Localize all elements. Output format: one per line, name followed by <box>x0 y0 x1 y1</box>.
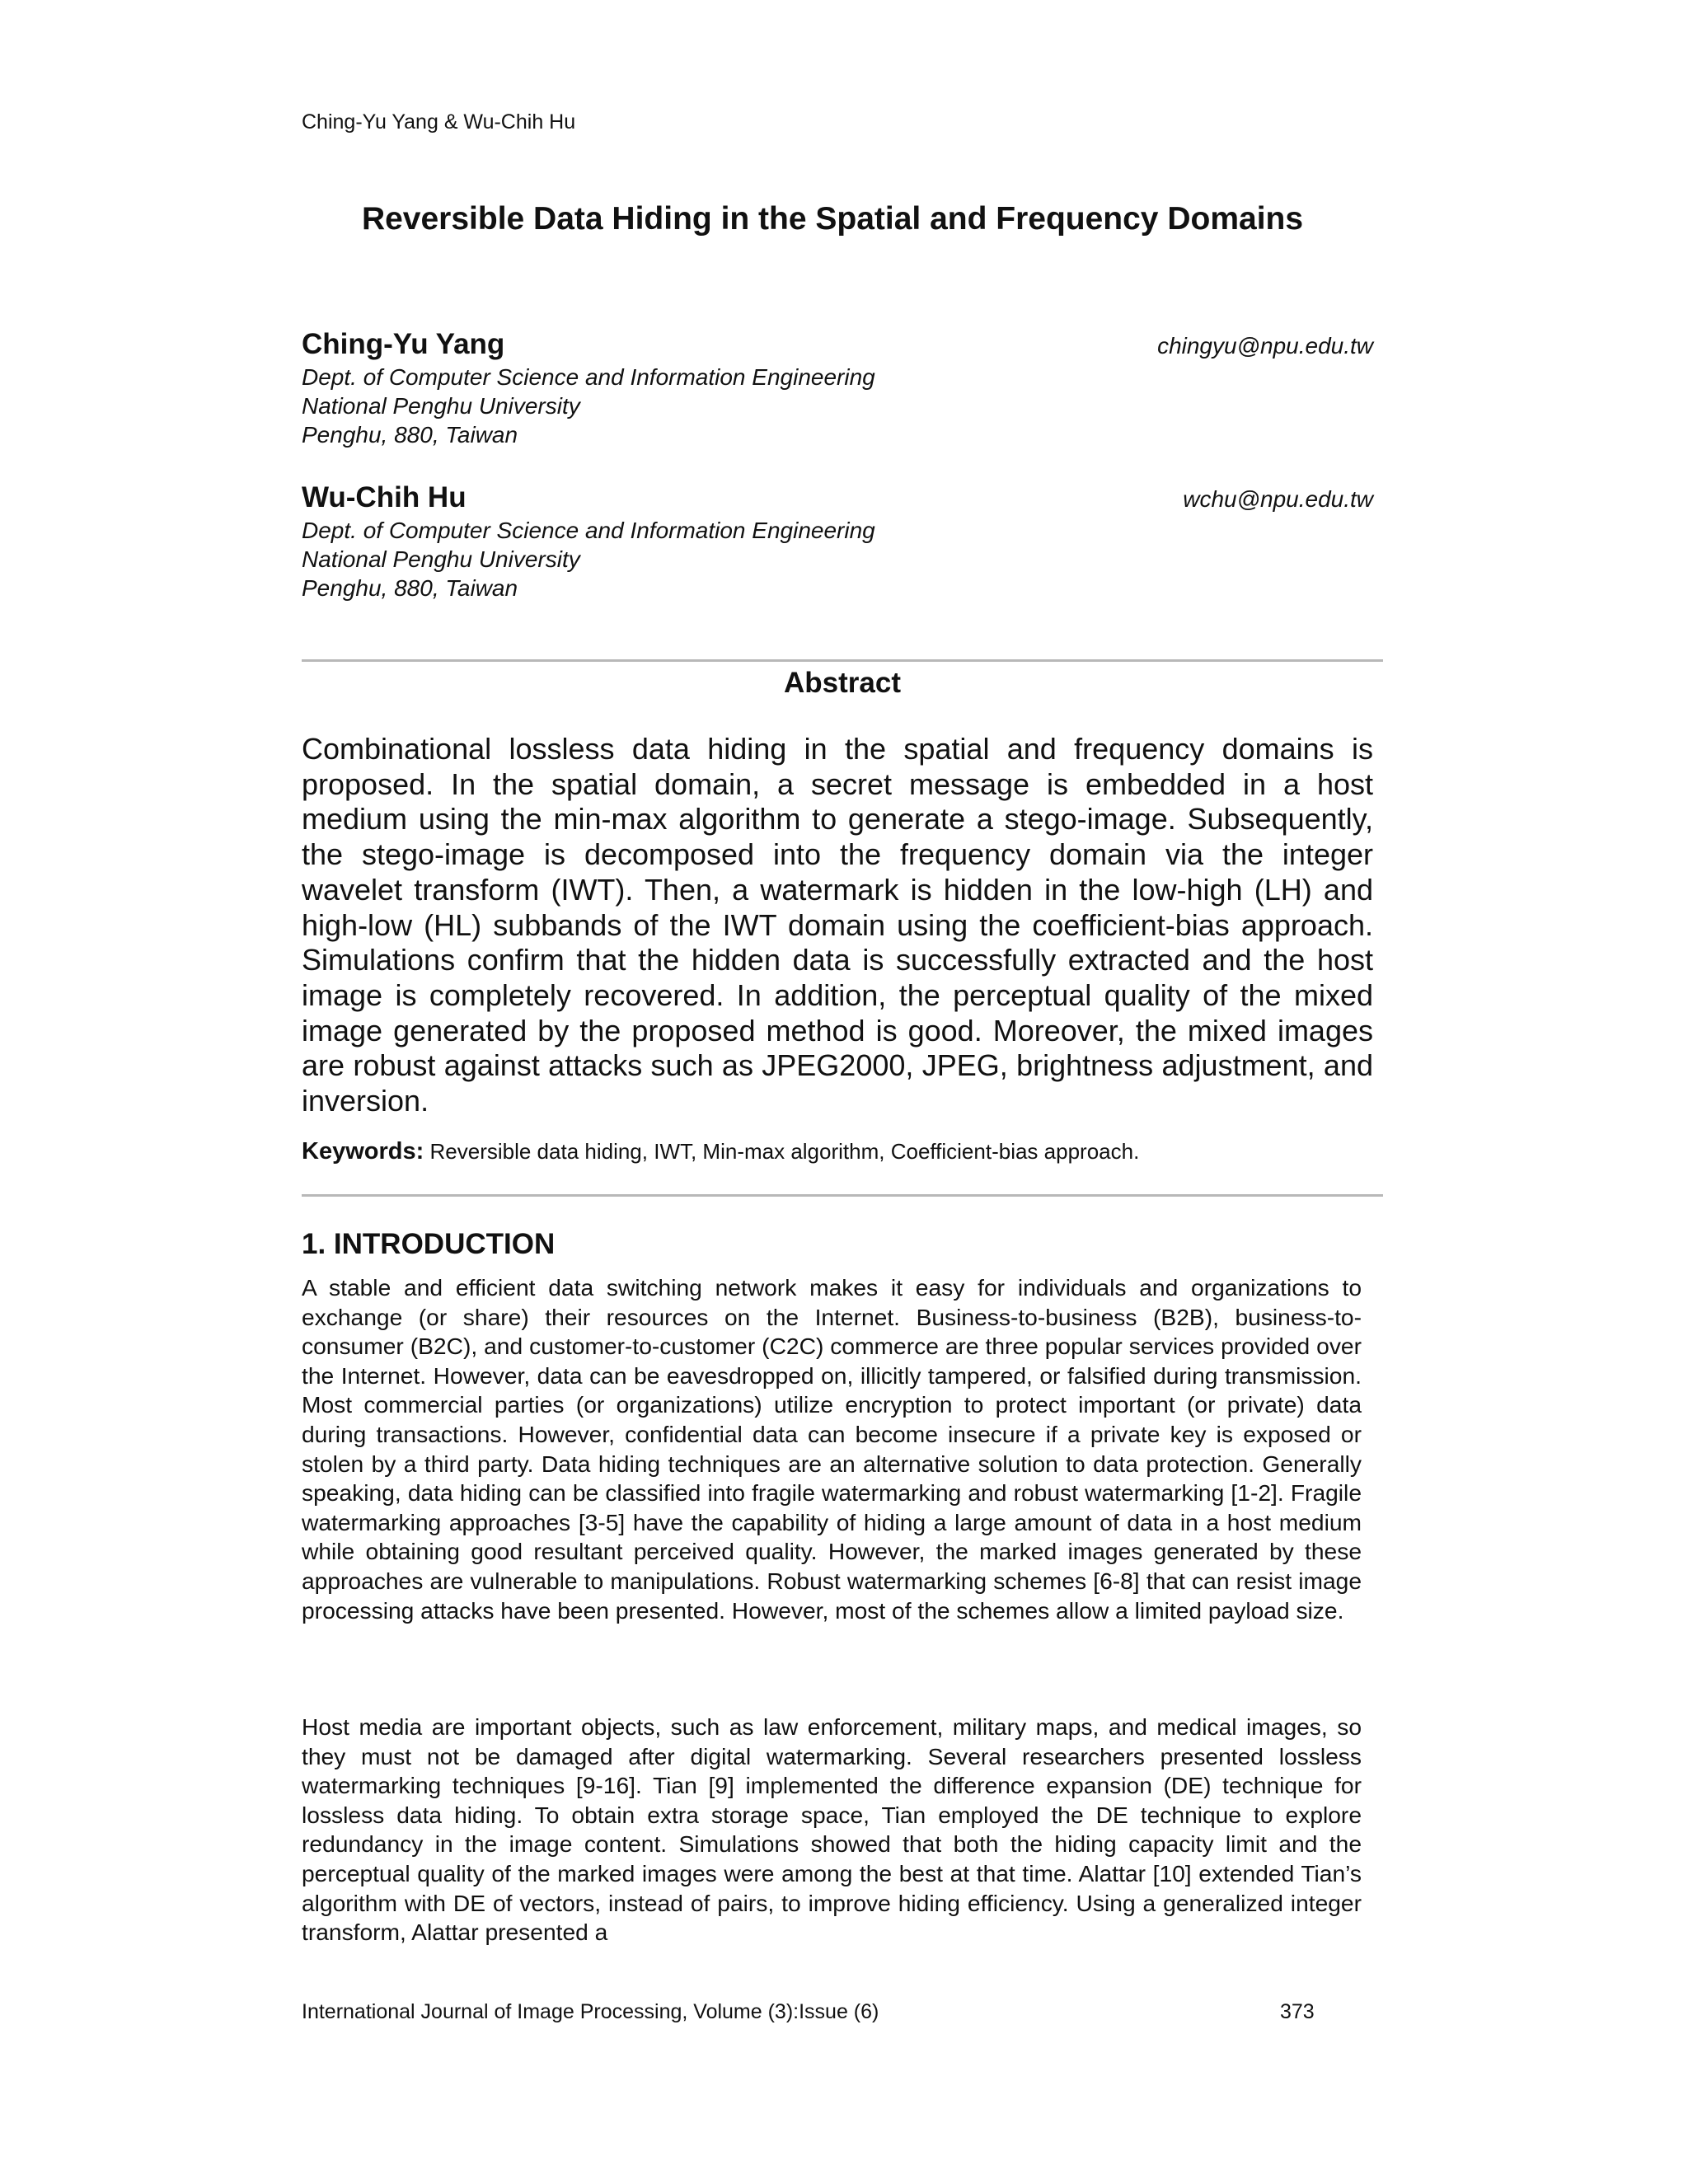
author-name: Ching-Yu Yang <box>302 328 505 360</box>
keywords-label: Keywords: <box>302 1138 424 1165</box>
author-university: National Penghu University <box>302 393 580 419</box>
divider <box>302 1194 1383 1197</box>
paper-title: Reversible Data Hiding in the Spatial and Frequency Domains <box>361 201 1304 237</box>
author-email[interactable]: chingyu@npu.edu.tw <box>1157 333 1373 359</box>
abstract-text: Combinational lossless data hiding in the spatial and frequency domains is proposed. In the spatial domain, a secret message is embedded in a host medium using the min-max algorithm to generate a stego-image. Subsequently, the stego-image is decomposed into the frequency domain via the integer wavelet transform (IWT). Then, a watermark is hidden in the low-high (LH) and high-low (HL) subbands of the IWT domain using the coefficient-bias approach. Simulations confirm that the hidden data is successfully extracted and the host image is completely recovered. In addition, the perceptual quality of the mixed image generated by the proposed method is good. Moreover, the mixed images are robust against attacks such as JPEG2000, JPEG, brightness adjustment, and inversion. <box>302 732 1373 1118</box>
page-number: 373 <box>1280 2000 1315 2023</box>
author-location: Penghu, 880, Taiwan <box>302 575 518 601</box>
author-department: Dept. of Computer Science and Information Engineering <box>302 364 875 390</box>
keywords-text: Reversible data hiding, IWT, Min-max algorithm, Coefficient-bias approach. <box>429 1139 1140 1164</box>
running-head: Ching-Yu Yang & Wu-Chih Hu <box>302 110 576 134</box>
body-paragraph: Host media are important objects, such as law enforcement, military maps, and medical images, so they must not be damaged after digital watermarking. Several researchers presented lossless watermarking techniques [9-16]. Tian [9] implemented the difference expansion (DE) technique for lossless data hiding. To obtain extra storage space, Tian employed the DE technique to explore redundancy in the image content. Simulations showed that both the hiding capacity limit and the perceptual quality of the marked images were among the best at that time. Alattar [10] extended Tian’s algorithm with DE of vectors, instead of pairs, to improve hiding efficiency. Using a generalized integer transform, Alattar presented a <box>302 1713 1362 1946</box>
author-location: Penghu, 880, Taiwan <box>302 422 518 448</box>
divider <box>302 659 1383 662</box>
author-university: National Penghu University <box>302 546 580 572</box>
body-paragraph: A stable and efficient data switching network makes it easy for individuals and organizations to exchange (or share) their resources on the Internet. Business-to-business (B2B), business-to-consumer (B2C), and customer-to-customer (C2C) commerce are three popular services provided over the Internet. However, data can be eavesdropped on, illicitly tampered, or falsified during transmission. Most commercial parties (or organizations) utilize encryption to protect important (or private) data during transactions. However, confidential data can become insecure if a private key is exposed or stolen by a third party. Data hiding techniques are an alternative solution to data protection. Generally speaking, data hiding can be classified into fragile watermarking and robust watermarking [1-2]. Fragile watermarking approaches [3-5] have the capability of hiding a large amount of data in a host medium while obtaining good resultant perceived quality. However, the marked images generated by these approaches are vulnerable to manipulations. Robust watermarking schemes [6-8] that can resist image processing attacks have been presented. However, most of the schemes allow a limited payload size. <box>302 1274 1362 1624</box>
author-email[interactable]: wchu@npu.edu.tw <box>1183 486 1373 512</box>
author-name: Wu-Chih Hu <box>302 481 467 513</box>
author-department: Dept. of Computer Science and Information Engineering <box>302 518 875 543</box>
section-heading: 1. INTRODUCTION <box>302 1228 556 1260</box>
footer-journal: International Journal of Image Processing, Volume (3):Issue (6) <box>302 2000 879 2023</box>
keywords <box>302 1137 1373 1165</box>
abstract-heading: Abstract <box>784 667 901 699</box>
author-block <box>302 480 1373 602</box>
author-block <box>302 326 1373 449</box>
